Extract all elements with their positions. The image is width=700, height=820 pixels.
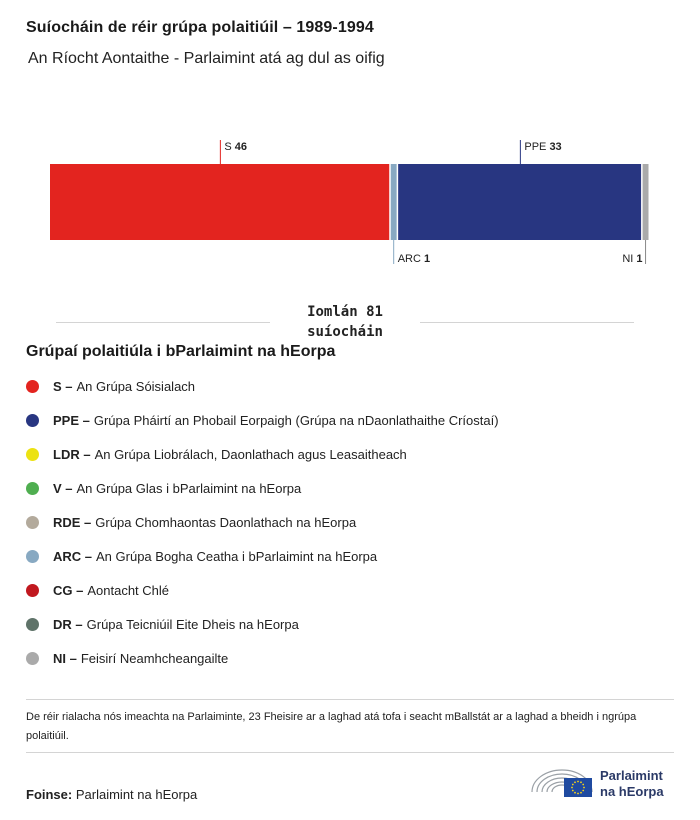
legend-item (26, 471, 499, 505)
chart-title: Suíocháin de réir grúpa polaitiúil – 1989-1994 (26, 19, 374, 36)
legend-item (26, 505, 499, 539)
legend-swatch (26, 584, 39, 597)
footnote: De réir rialacha nós imeachta na Parlaiminte, 23 Fheisire ar a laghad atá tofa i seacht mBallstát ar a laghad a bheidh i ngrúpa polaitiúil. (26, 711, 637, 742)
data-label-arc: ARC 1 (397, 253, 431, 265)
data-label-ppe: PPE 33 (524, 141, 562, 153)
legend-abbr: ARC – (53, 548, 93, 564)
legend-swatch (26, 380, 39, 393)
legend-label: Feisirí Neamhcheangailte (80, 650, 229, 666)
total-seats-line2: suíocháin (307, 324, 383, 340)
legend-swatch (26, 414, 39, 427)
legend-swatch (26, 550, 39, 563)
source-label: Foinse: (26, 787, 73, 802)
legend-label: Grúpa Pháirtí an Phobail Eorpaigh (Grúpa na nDaonlathaithe Críostaí) (93, 412, 499, 428)
total-seats-line1: Iomlán 81 (307, 304, 383, 320)
legend-item (26, 539, 499, 573)
total-seats (56, 300, 634, 340)
legend-item (26, 369, 499, 403)
legend-abbr: CG – (53, 582, 84, 598)
note-divider-top (26, 699, 674, 700)
legend-label: An Grúpa Bogha Ceatha i bParlaimint na hEorpa (96, 548, 378, 564)
logo-line1: Parlaimint (600, 768, 663, 783)
total-divider-right (418, 322, 634, 323)
logo-text (600, 768, 664, 800)
legend-swatch (26, 516, 39, 529)
total-seats-label (270, 302, 420, 342)
legend-swatch (26, 652, 39, 665)
legend-item (26, 573, 499, 607)
legend-item (26, 403, 499, 437)
legend-abbr: S – (53, 378, 73, 394)
legend-abbr: LDR – (53, 446, 91, 462)
total-divider-left (56, 322, 272, 323)
legend-label: Grúpa Teicniúil Eite Dheis na hEorpa (86, 616, 299, 632)
legend-label: An Grúpa Glas i bParlaimint na hEorpa (76, 480, 302, 496)
data-label-s: S 46 (224, 141, 248, 153)
legend-item (26, 641, 499, 675)
bar-segment-ni (643, 164, 649, 240)
legend-abbr: RDE – (53, 514, 92, 530)
legend-item (26, 607, 499, 641)
logo-line2: na hEorpa (600, 784, 664, 799)
source-value: Parlaimint na hEorpa (75, 787, 198, 802)
legend-item (26, 437, 499, 471)
legend-swatch (26, 618, 39, 631)
legend-abbr: DR – (53, 616, 83, 632)
legend-abbr: NI – (53, 650, 77, 666)
bar-segment-s (50, 164, 389, 240)
legend (26, 369, 499, 675)
legend-label: An Grúpa Sóisialach (76, 378, 196, 394)
legend-abbr: V – (53, 480, 73, 496)
legend-swatch (26, 448, 39, 461)
bar-segment-arc (391, 164, 397, 240)
legend-label: An Grúpa Liobrálach, Daonlathach agus Leasaitheach (94, 446, 407, 462)
seat-bar-chart (0, 130, 700, 280)
note-divider-bottom (26, 752, 674, 753)
chart-subtitle: An Ríocht Aontaithe - Parlaimint atá ag dul as oifig (28, 50, 385, 67)
legend-label: Aontacht Chlé (87, 582, 170, 598)
bar-segment-ppe (398, 164, 641, 240)
legend-abbr: PPE – (53, 412, 90, 428)
legend-swatch (26, 482, 39, 495)
legend-title: Grúpaí polaitiúla i bParlaimint na hEorpa (26, 343, 336, 360)
source (26, 787, 197, 802)
data-label-ni: NI 1 (622, 253, 643, 265)
legend-label: Grúpa Chomhaontas Daonlathach na hEorpa (95, 514, 357, 530)
